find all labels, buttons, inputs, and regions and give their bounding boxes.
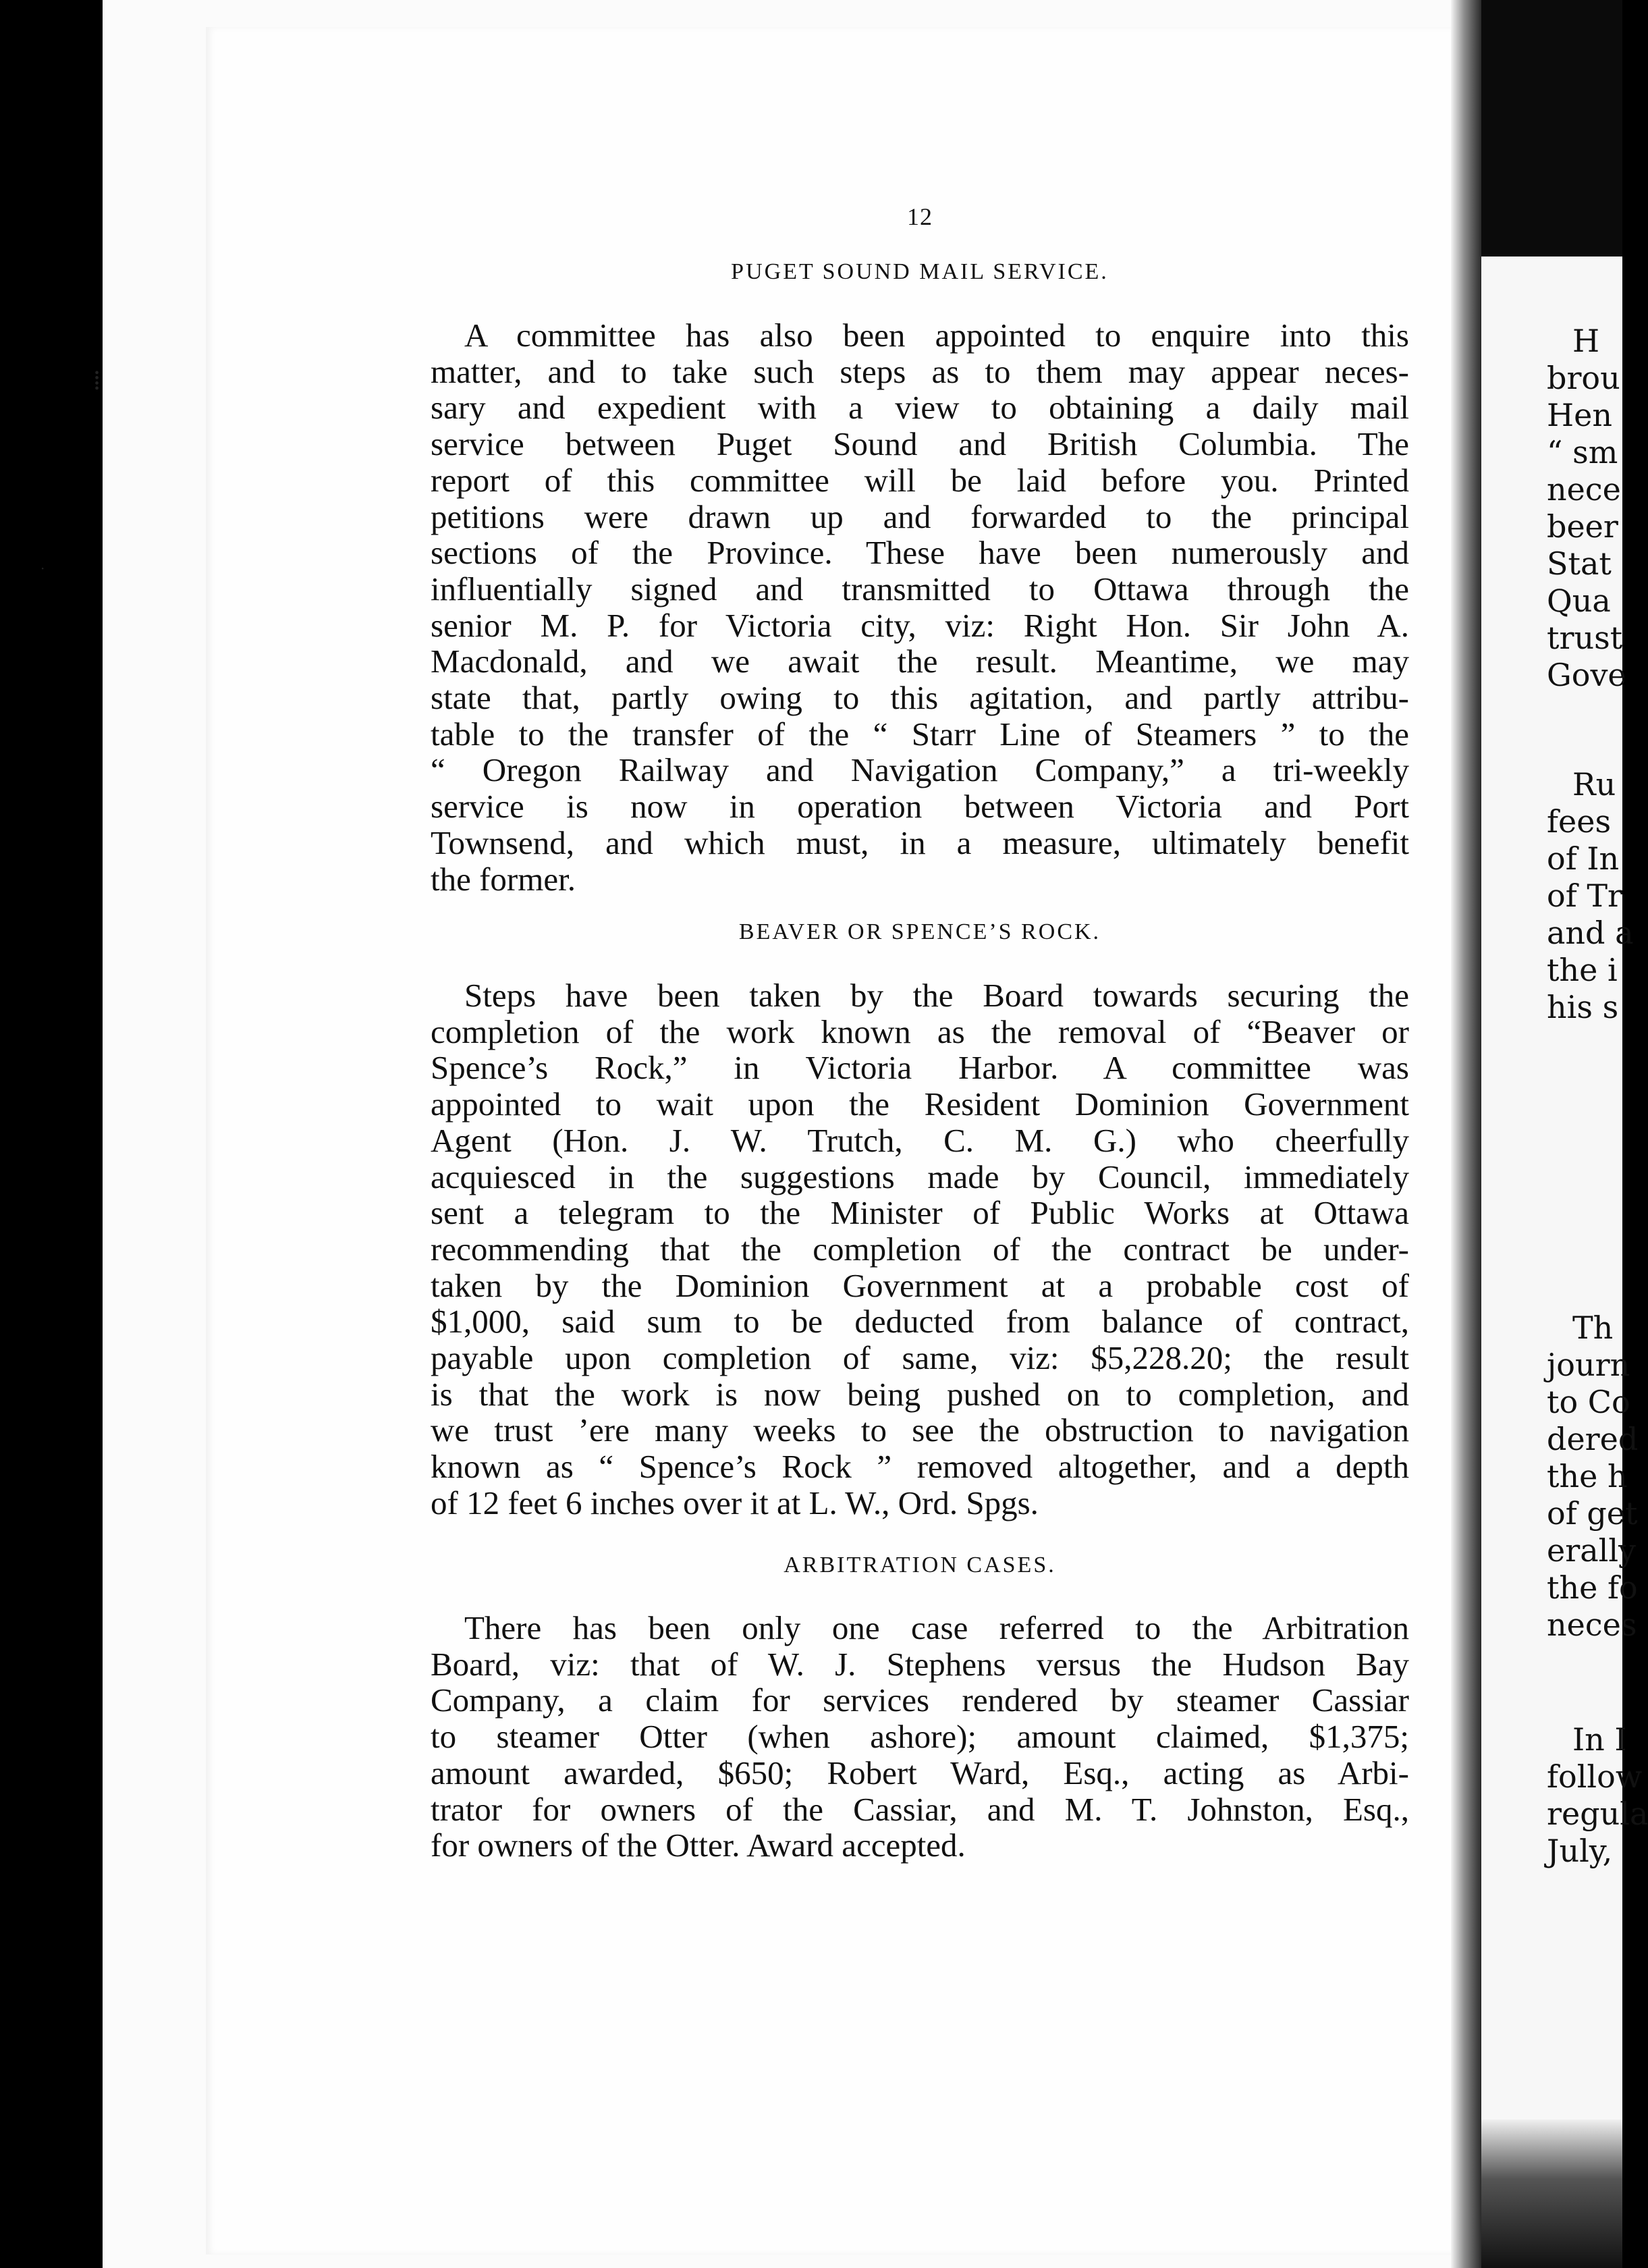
facing-page-fragment: neces xyxy=(1547,1606,1637,1643)
section-paragraph xyxy=(431,977,1409,1521)
text-line: senior M. P. for Victoria city, viz: Right Hon. Sir John A. xyxy=(431,606,1409,644)
text-line: sent a telegram to the Minister of Public Works at Ottawa xyxy=(431,1194,1409,1232)
margin-mark: ⁞ xyxy=(93,365,101,396)
facing-page-fragment: In I xyxy=(1572,1721,1627,1758)
text-line: matter, and to take such steps as to them may appear neces- xyxy=(431,352,1409,390)
text-line: “ Oregon Railway and Navigation Company,” a tri-weekly xyxy=(431,751,1409,789)
facing-page-fragment: of In xyxy=(1547,840,1620,877)
text-line: acquiesced in the suggestions made by Council, immediately xyxy=(431,1158,1409,1195)
facing-page-fragment: and a xyxy=(1547,915,1634,951)
facing-page-fragment: of get xyxy=(1547,1495,1638,1532)
text-line: table to the transfer of the “ Starr Line of Steamers ” to the xyxy=(431,715,1409,753)
text-line: trator for owners of the Cassiar, and M. T. Johnston, Esq., xyxy=(431,1790,1409,1828)
facing-page-fragment: the fo xyxy=(1547,1569,1638,1606)
text-line: state that, partly owing to this agitation, and partly attribu- xyxy=(431,679,1409,717)
gutter-shadow xyxy=(1451,0,1481,2268)
facing-page-fragment: Stat xyxy=(1547,545,1612,582)
text-line: Agent (Hon. J. W. Trutch, C. M. G.) who cheerfully xyxy=(431,1121,1409,1159)
text-line: is that the work is now being pushed on to completion, and xyxy=(431,1375,1409,1413)
facing-page-fragment: H xyxy=(1572,323,1600,359)
facing-page-fragment: nece xyxy=(1547,471,1621,508)
text-line: Macdonald, and we await the result. Meantime, we may xyxy=(431,643,1409,680)
text-line: $1,000, said sum to be deducted from balance of contract, xyxy=(431,1303,1409,1341)
margin-mark: · xyxy=(40,560,45,576)
text-line: for owners of the Otter. Award accepted. xyxy=(431,1827,966,1864)
facing-page-fragment: his s xyxy=(1547,989,1619,1025)
text-line: taken by the Dominion Government at a probable cost of xyxy=(431,1266,1409,1304)
text-line: service is now in operation between Victoria and Port xyxy=(431,788,1409,826)
section-paragraph xyxy=(431,317,1409,897)
facing-page-fragment: the h xyxy=(1547,1458,1628,1494)
text-line: A committee has also been appointed to enquire into this xyxy=(464,317,1409,354)
text-line: known as “ Spence’s Rock ” removed altogether, and a depth xyxy=(431,1448,1409,1486)
text-line: to steamer Otter (when ashore); amount claimed, $1,375; xyxy=(431,1718,1409,1756)
facing-page-fragment: fees xyxy=(1547,803,1612,840)
text-line: report of this committee will be laid before you. Printed xyxy=(431,461,1409,499)
page-number: 12 xyxy=(907,203,933,230)
facing-page-top-edge xyxy=(1481,0,1622,256)
text-line: sections of the Province. These have been numerously and xyxy=(431,534,1409,572)
facing-page-fragment: Th xyxy=(1572,1310,1614,1346)
section-heading: BEAVER OR SPENCE’S ROCK. xyxy=(738,919,1101,944)
text-line: service between Puget Sound and British Columbia. The xyxy=(431,425,1409,463)
text-line: we trust ’ere many weeks to see the obstruction to navigation xyxy=(431,1411,1409,1449)
facing-page-fragment: Gove xyxy=(1547,657,1626,693)
text-line: payable upon completion of same, viz: $5,228.20; the result xyxy=(431,1339,1409,1377)
facing-page-fragment: dered xyxy=(1547,1421,1639,1457)
section-paragraph xyxy=(431,1610,1409,1864)
facing-page-fragment: July, xyxy=(1547,1833,1613,1869)
text-line: influentially signed and transmitted to Ottawa through the xyxy=(431,570,1409,608)
text-line: completion of the work known as the removal of “Beaver or xyxy=(431,1013,1409,1050)
text-line: Board, viz: that of W. J. Stephens versus the Hudson Bay xyxy=(431,1645,1409,1683)
facing-page-fragment: journ xyxy=(1547,1347,1630,1383)
text-line: appointed to wait upon the Resident Dominion Government xyxy=(431,1085,1409,1123)
text-line: Spence’s Rock,” in Victoria Harbor. A committee was xyxy=(431,1049,1409,1087)
facing-page-fragment: brou xyxy=(1547,360,1620,396)
facing-page-fragment: erally xyxy=(1547,1532,1637,1569)
text-line: petitions were drawn up and forwarded to the principal xyxy=(431,497,1409,535)
text-line: Steps have been taken by the Board towards securing the xyxy=(464,977,1409,1014)
text-line: of 12 feet 6 inches over it at L. W., Ord. Spgs. xyxy=(431,1484,1039,1521)
facing-page-bottom-edge xyxy=(1481,2120,1622,2268)
text-line: amount awarded, $650; Robert Ward, Esq., acting as Arbi- xyxy=(431,1754,1409,1791)
facing-page-fragment: regula xyxy=(1547,1796,1648,1832)
facing-page-fragment: beer xyxy=(1547,508,1618,545)
text-line: sary and expedient with a view to obtaining a daily mail xyxy=(431,389,1409,427)
facing-page-fragment: Hen xyxy=(1547,397,1612,433)
section-heading: PUGET SOUND MAIL SERVICE. xyxy=(731,259,1109,284)
facing-page-fragment: trust xyxy=(1547,620,1623,656)
section-heading: ARBITRATION CASES. xyxy=(784,1552,1056,1577)
facing-page-fragment: Ru xyxy=(1572,766,1616,803)
text-line: recommending that the completion of the contract be under- xyxy=(431,1230,1409,1268)
facing-page-fragment: the i xyxy=(1547,952,1618,988)
facing-page-fragment: Qua xyxy=(1547,583,1611,619)
text-line: Townsend, and which must, in a measure, ultimately benefit xyxy=(431,824,1409,861)
text-line: There has been only one case referred to the Arbitration xyxy=(464,1609,1409,1646)
text-line: the former. xyxy=(431,860,576,898)
text-line: Company, a claim for services rendered by steamer Cassiar xyxy=(431,1681,1409,1719)
facing-page-fragment: follow xyxy=(1547,1758,1643,1795)
facing-page-fragment: of Tr xyxy=(1547,878,1623,914)
facing-page-fragment: “ sm xyxy=(1547,434,1618,470)
facing-page-fragment: to Co xyxy=(1547,1384,1630,1420)
